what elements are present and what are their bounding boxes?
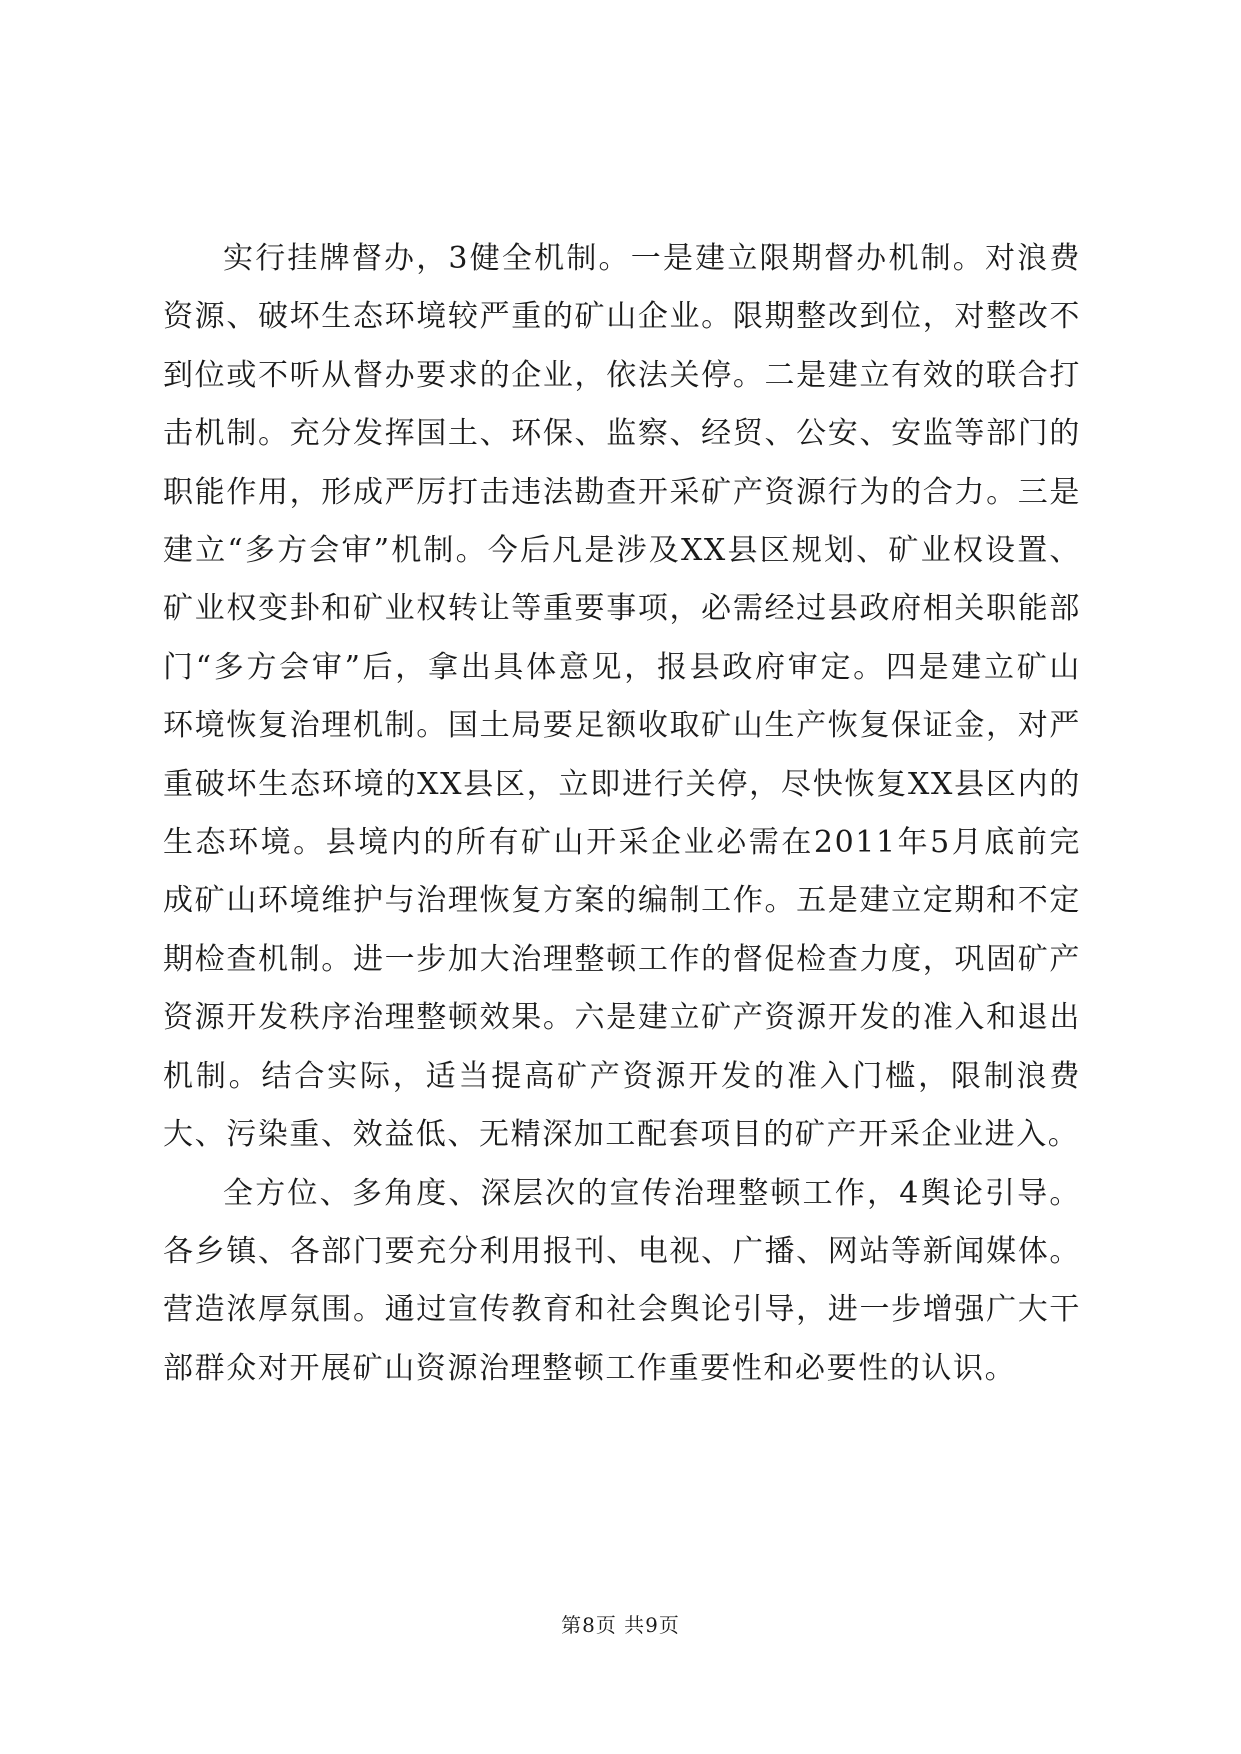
page-number-footer: 第8页 共9页 xyxy=(561,1613,680,1637)
paragraph-mechanisms: 实行挂牌督办，3健全机制。一是建立限期督办机制。对浪费资源、破坏生态环境较严重的矿山企业。限期整改到位，对整改不到位或不听从督办要求的企业，依法关停。二是建立有效的联合打击机制。充分发挥国土、环保、监察、经贸、公安、安监等部门的职能作用，形成严厉打击违法勘查开采矿产资源行为的合力。三是建立“多方会审”机制。今后凡是涉及XX县区规划、矿业权设置、矿业权变卦和矿业权转让等重要事项，必需经过县政府相关职能部门“多方会审”后，拿出具体意见，报县政府审定。四是建立矿山环境恢复治理机制。国土局要足额收取矿山生产恢复保证金，对严重破坏生态环境的XX县区，立即进行关停，尽快恢复XX县区内的生态环境。县境内的所有矿山开采企业必需在2011年5月底前完成矿山环境维护与治理恢复方案的编制工作。五是建立定期和不定期检查机制。进一步加大治理整顿工作的督促检查力度，巩固矿产资源开发秩序治理整顿效果。六是建立矿产资源开发的准入和退出机制。结合实际，适当提高矿产资源开发的准入门槛，限制浪费大、污染重、效益低、无精深加工配套项目的矿产开采企业进入。 xyxy=(163,241,1081,1153)
document-body xyxy=(163,230,1081,1398)
paragraph-public-opinion: 全方位、多角度、深层次的宣传治理整顿工作，4舆论引导。各乡镇、各部门要充分利用报刊、电视、广播、网站等新闻媒体。营造浓厚氛围。通过宣传教育和社会舆论引导，进一步增强广大干部群众对开展矿山资源治理整顿工作重要性和必要性的认识。 xyxy=(163,1175,1081,1386)
